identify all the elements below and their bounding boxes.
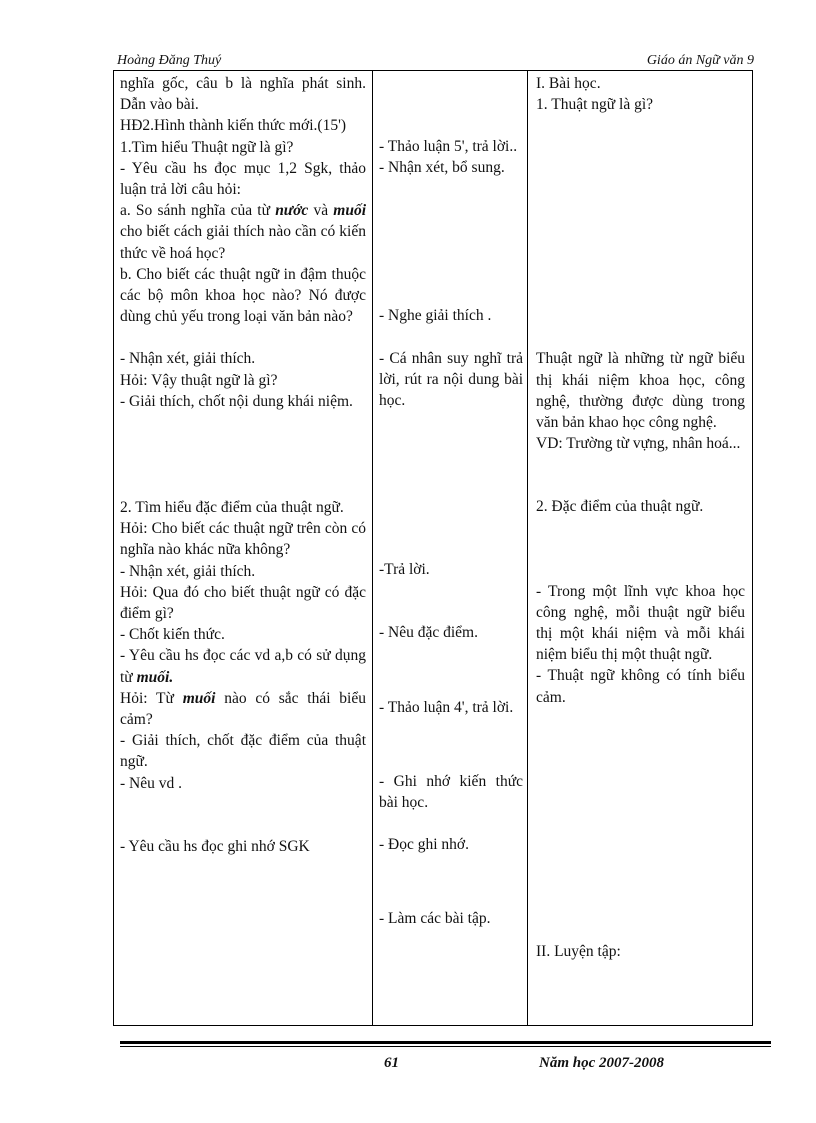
page-number: 61 — [384, 1055, 399, 1071]
school-year: Năm học 2007-2008 — [539, 1055, 664, 1071]
definition-text: Thuật ngữ là những từ ngữ biểu thị khái niệm khoa học, công nghệ, thường được dùng trong văn bản khao học công nghệ. — [536, 350, 745, 432]
text-fragment: a. So sánh nghĩa của từ — [120, 202, 276, 220]
student-line: - Nhận xét, bổ sung. — [379, 159, 505, 177]
student-line: - Thảo luận 5', trả lời.. — [379, 138, 518, 155]
section-heading: 2. Tìm hiểu đặc điểm của thuật ngữ. — [120, 499, 344, 517]
teacher-activities-column — [114, 71, 373, 1025]
student-line: -Trả lời. — [379, 561, 430, 579]
content-heading: I. Bài học. — [536, 75, 601, 92]
emphasized-word: nước — [275, 202, 309, 220]
text-fragment: Hỏi: Từ — [120, 689, 183, 707]
content-heading: 1. Thuật ngữ là gì? — [536, 96, 654, 114]
teacher-line: - Chốt kiến thức. — [120, 626, 225, 644]
student-line: - Làm các bài tập. — [379, 910, 491, 928]
student-line: - Thảo luận 4', trả lời. — [379, 698, 514, 716]
text-fragment: và — [308, 202, 334, 220]
text-fragment: cho biết cách giải thích nào cần có kiến thức về hoá học? — [120, 223, 366, 262]
question-b: b. Cho biết các thuật ngữ in đậm thuộc các bộ môn khoa học nào? Nó được dùng chủ yếu trong loại văn bản nào? — [120, 265, 366, 326]
example-text: VD: Trường từ vựng, nhân hoá... — [536, 435, 741, 453]
content-heading: II. Luyện tập: — [536, 942, 621, 960]
header-author: Hoàng Đăng Thuý — [117, 53, 222, 68]
teacher-line: - Nhận xét, giải thích. — [120, 350, 256, 368]
footer-rule-thin — [120, 1046, 771, 1047]
content-heading: 2. Đặc điểm của thuật ngữ. — [536, 498, 704, 516]
characteristic-text: - Thuật ngữ không có tính biểu cảm. — [536, 667, 745, 706]
emphasized-word: muối. — [136, 668, 174, 686]
teacher-line: nghĩa gốc, câu b là nghĩa phát sinh. Dẫn vào bài. — [120, 75, 366, 114]
teacher-line: Hỏi: Qua đó cho biết thuật ngữ có đặc điểm gì? — [120, 583, 366, 623]
emphasized-word: muối — [333, 202, 366, 220]
teacher-line: - Yêu cầu hs đọc mục 1,2 Sgk, thảo luận trả lời câu hỏi: — [120, 159, 366, 199]
activity-heading: HĐ2.Hình thành kiến thức mới.(15') — [120, 117, 347, 135]
teacher-line — [120, 688, 366, 730]
teacher-line: - Giải thích, chốt đặc điểm của thuật ngữ. — [120, 732, 366, 771]
text-fragment: - Yêu cầu hs đọc các vd a,b có sử dụng từ — [120, 647, 366, 686]
footer-rule-thick — [120, 1041, 771, 1044]
student-activities-column — [373, 71, 528, 1025]
student-line: - Nghe giải thích . — [379, 307, 492, 325]
lesson-content-column — [528, 71, 752, 1025]
teacher-line: Hỏi: Cho biết các thuật ngữ trên còn có nghĩa nào khác nữa không? — [120, 520, 366, 559]
teacher-line: Hỏi: Vậy thuật ngữ là gì? — [120, 371, 278, 389]
section-heading: 1.Tìm hiểu Thuật ngữ là gì? — [120, 138, 294, 156]
teacher-line: - Nhận xét, giải thích. — [120, 562, 256, 580]
teacher-line: - Yêu cầu hs đọc ghi nhớ SGK — [120, 837, 310, 855]
characteristic-text: - Trong một lĩnh vực khoa học công nghệ, mỗi thuật ngữ biểu thị một khái niệm và mỗi khái niệm biểu thị một thuật ngữ. — [536, 582, 745, 664]
header-subject: Giáo án Ngữ văn 9 — [646, 53, 754, 68]
question-a — [120, 200, 366, 264]
student-line: - Nêu đặc điểm. — [379, 624, 478, 642]
student-line: - Cá nhân suy nghĩ trả lời, rút ra nội dung bài học. — [379, 349, 523, 410]
student-line: - Ghi nhớ kiến thức bài học. — [379, 772, 523, 812]
emphasized-word: muối — [182, 689, 216, 707]
text-fragment: nào có sắc thái biểu cảm? — [120, 689, 366, 729]
lesson-table — [113, 70, 753, 1026]
student-line: - Đọc ghi nhớ. — [379, 836, 469, 854]
teacher-line: - Giải thích, chốt nội dung khái niệm. — [120, 392, 353, 410]
teacher-line: - Nêu vd . — [120, 774, 182, 792]
teacher-line — [120, 645, 366, 687]
